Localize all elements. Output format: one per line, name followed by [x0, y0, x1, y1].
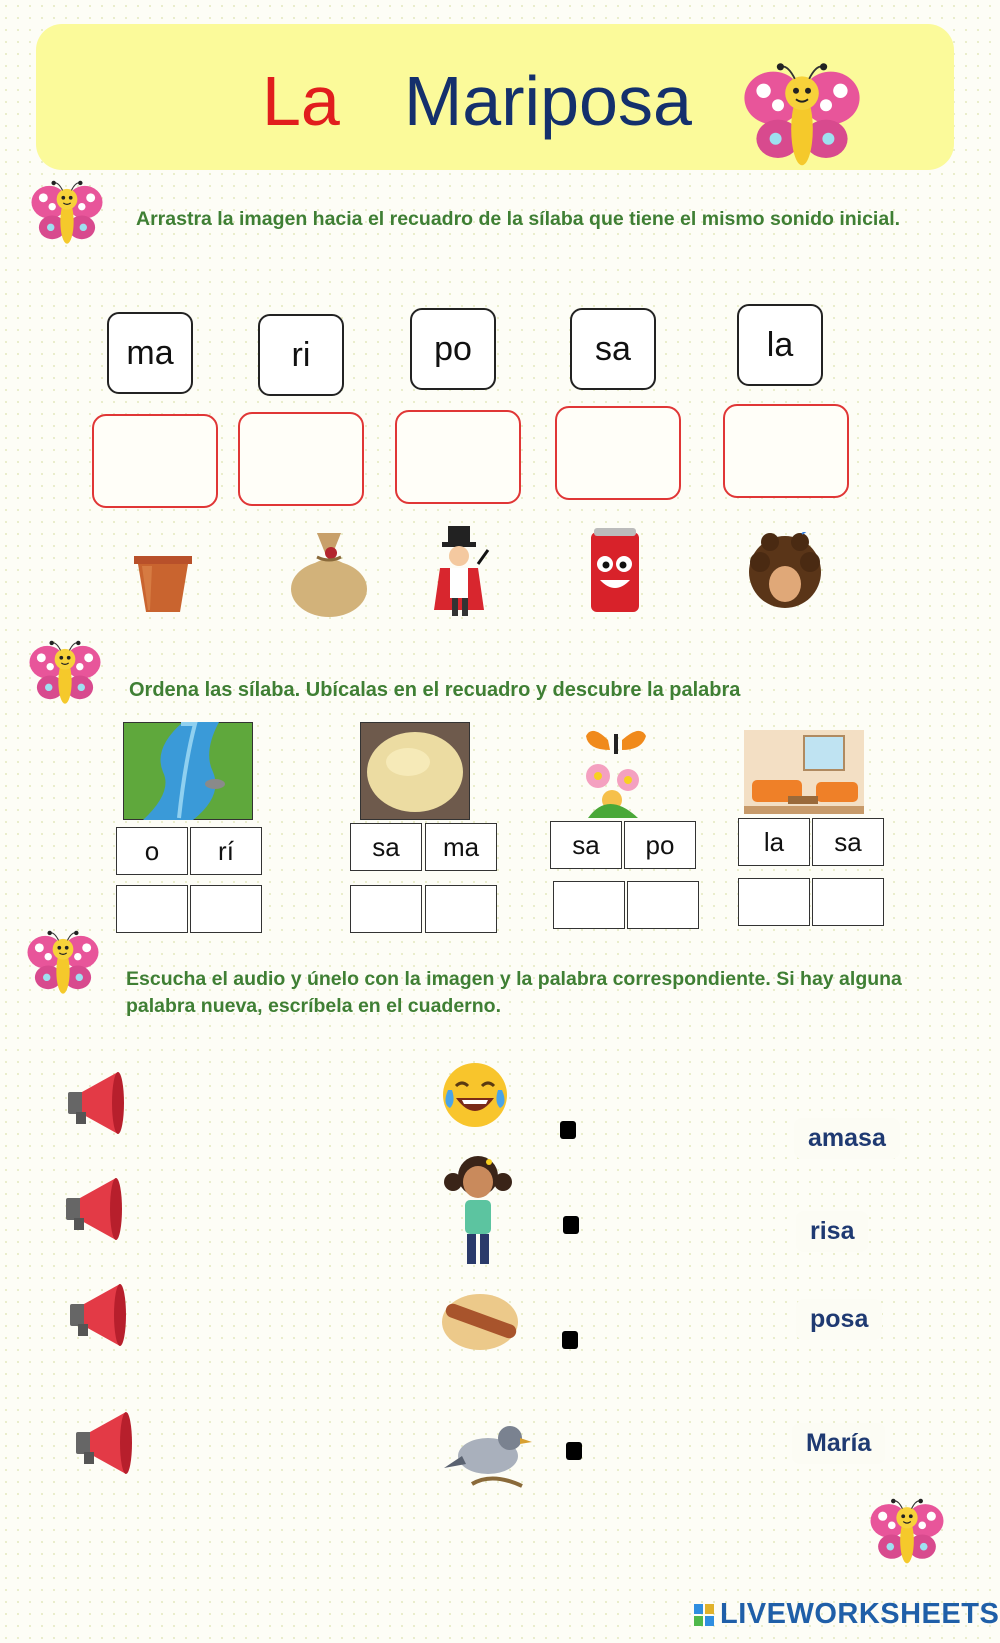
- answer-cell[interactable]: [350, 885, 422, 933]
- image-laughing-emoji: [440, 1060, 510, 1130]
- syllable-card-sa: sa: [570, 308, 656, 390]
- syllable-card-ma: ma: [107, 312, 193, 394]
- instruction-section3-line1: Escucha el audio y únelo con la imagen y la palabra correspondiente. Si hay alguna: [126, 968, 902, 990]
- drop-zone-ma[interactable]: [92, 414, 218, 508]
- connector-dot[interactable]: [566, 1442, 582, 1460]
- syllable-cell[interactable]: sa: [350, 823, 422, 871]
- speaker-icon[interactable]: [64, 1068, 126, 1138]
- connector-dot[interactable]: [563, 1216, 579, 1234]
- answer-cell[interactable]: [627, 881, 699, 929]
- instruction-section2: Ordena las sílaba. Ubícalas en el recuadro y descubre la palabra: [129, 679, 741, 701]
- drop-zone-la[interactable]: [723, 404, 849, 498]
- answer-cell[interactable]: [812, 878, 884, 926]
- title-word-mariposa: Mariposa: [404, 62, 692, 140]
- image-living-room: [744, 730, 864, 814]
- draggable-magician[interactable]: [430, 524, 490, 620]
- syllable-card-ri: ri: [258, 314, 344, 396]
- butterfly-icon: [24, 930, 102, 1004]
- word-risa[interactable]: risa: [796, 1211, 868, 1252]
- syllable-card-po: po: [410, 308, 496, 390]
- word-posa[interactable]: posa: [796, 1299, 882, 1340]
- syllable-cell[interactable]: la: [738, 818, 810, 866]
- answer-cell[interactable]: [190, 885, 262, 933]
- syllable-cell[interactable]: sa: [550, 821, 622, 869]
- speaker-icon[interactable]: [62, 1174, 124, 1244]
- drop-zone-sa[interactable]: [555, 406, 681, 500]
- image-dough: [360, 722, 470, 820]
- speaker-icon[interactable]: [66, 1280, 128, 1350]
- word-amasa[interactable]: amasa: [794, 1118, 900, 1159]
- butterfly-icon: [26, 640, 104, 714]
- image-girl: [443, 1152, 513, 1272]
- butterfly-icon: [868, 1498, 946, 1574]
- syllable-cell[interactable]: o: [116, 827, 188, 875]
- title-word-la: La: [262, 62, 340, 140]
- syllable-card-la: la: [737, 304, 823, 386]
- drop-zone-ri[interactable]: [238, 412, 364, 506]
- word-maria[interactable]: María: [792, 1423, 885, 1464]
- image-rolling-pin-dough: [440, 1288, 522, 1354]
- drop-zone-po[interactable]: [395, 410, 521, 504]
- image-river: [123, 722, 253, 820]
- draggable-sack[interactable]: [287, 527, 371, 619]
- speaker-icon[interactable]: [72, 1408, 134, 1478]
- syllable-cell[interactable]: rí: [190, 827, 262, 875]
- draggable-pot[interactable]: [128, 548, 198, 618]
- image-pigeon: [442, 1414, 534, 1498]
- connector-dot[interactable]: [560, 1121, 576, 1139]
- instruction-section3-line2: palabra nueva, escríbela en el cuaderno.: [126, 995, 501, 1017]
- draggable-soda-can[interactable]: [588, 526, 642, 616]
- liveworksheets-logo[interactable]: LIVEWORKSHEETS: [720, 1598, 1000, 1630]
- syllable-cell[interactable]: sa: [812, 818, 884, 866]
- draggable-curly-hair-girl[interactable]: [744, 532, 826, 612]
- butterfly-icon: [28, 180, 106, 254]
- butterfly-icon: [742, 62, 862, 182]
- syllable-cell[interactable]: ma: [425, 823, 497, 871]
- answer-cell[interactable]: [738, 878, 810, 926]
- syllable-cell[interactable]: po: [624, 821, 696, 869]
- answer-cell[interactable]: [425, 885, 497, 933]
- image-butterfly-flowers: [578, 720, 654, 818]
- instruction-section1: Arrastra la imagen hacia el recuadro de la sílaba que tiene el mismo sonido inicial.: [136, 208, 901, 230]
- answer-cell[interactable]: [553, 881, 625, 929]
- liveworksheets-logo-icon: [694, 1604, 716, 1628]
- connector-dot[interactable]: [562, 1331, 578, 1349]
- answer-cell[interactable]: [116, 885, 188, 933]
